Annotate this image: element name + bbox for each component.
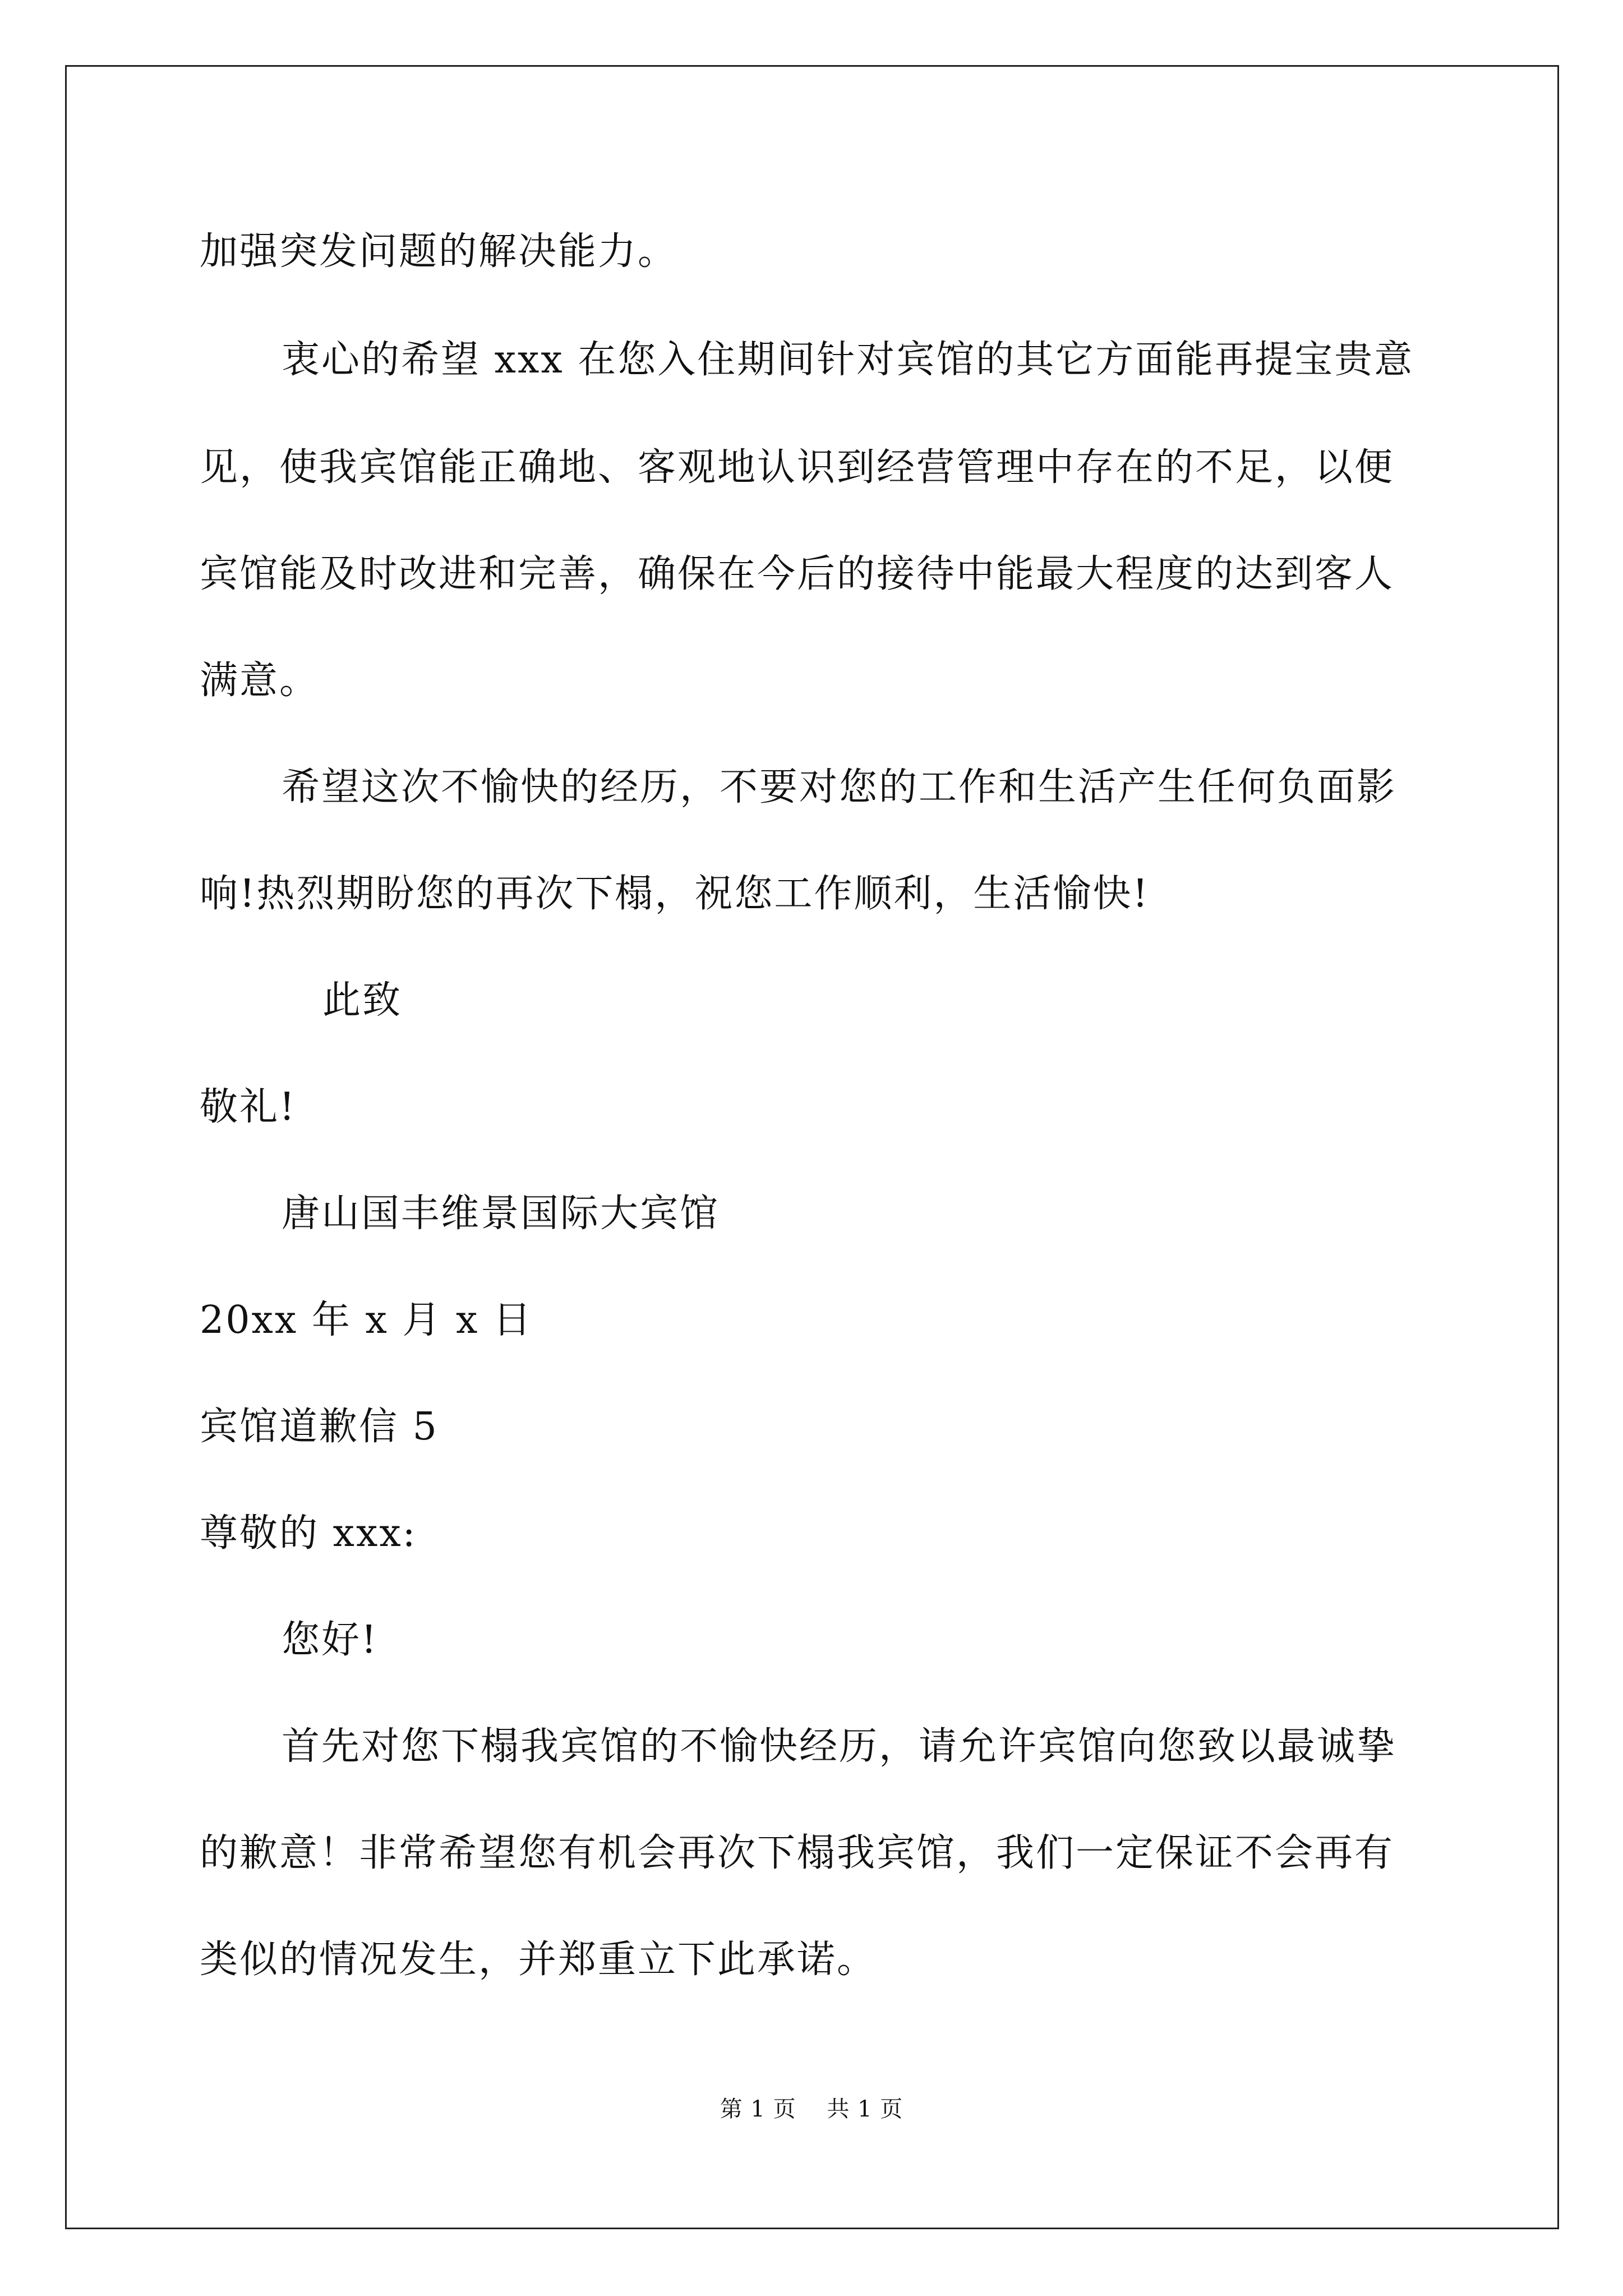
- body-line: 宾馆能及时改进和完善，确保在今后的接待中能最大程度的达到客人: [200, 552, 1395, 596]
- body-line: 首先对您下榻我宾馆的不愉快经历，请允许宾馆向您致以最诚挚: [282, 1724, 1397, 1769]
- signature-hotel-name: 唐山国丰维景国际大宾馆: [282, 1191, 720, 1236]
- greeting-recipient: 尊敬的 xxx:: [200, 1511, 417, 1556]
- body-line: 见，使我宾馆能正确地、客观地认识到经营管理中存在的不足，以便: [200, 445, 1395, 490]
- page-footer: 第 1 页 共 1 页: [720, 2096, 903, 2122]
- body-line: 的歉意！非常希望您有机会再次下榻我宾馆，我们一定保证不会再有: [200, 1831, 1395, 1875]
- body-line: 加强突发问题的解决能力。: [200, 229, 678, 274]
- body-line: 衷心的希望 xxx 在您入住期间针对宾馆的其它方面能再提宝贵意: [282, 338, 1414, 382]
- letter-title: 宾馆道歉信 5: [200, 1405, 439, 1449]
- closing-salutation: 此致: [322, 978, 403, 1023]
- body-line: 满意。: [200, 659, 320, 703]
- greeting: 您好!: [282, 1618, 379, 1662]
- body-line: 响!热烈期盼您的再次下榻，祝您工作顺利，生活愉快!: [200, 872, 1150, 916]
- body-line: 类似的情况发生，并郑重立下此承诺。: [200, 1938, 877, 1982]
- page-border: [65, 65, 1559, 2229]
- closing-regards: 敬礼!: [200, 1085, 297, 1129]
- signature-date: 20xx 年 x 月 x 日: [200, 1298, 533, 1342]
- body-line: 希望这次不愉快的经历，不要对您的工作和生活产生任何负面影: [282, 765, 1397, 809]
